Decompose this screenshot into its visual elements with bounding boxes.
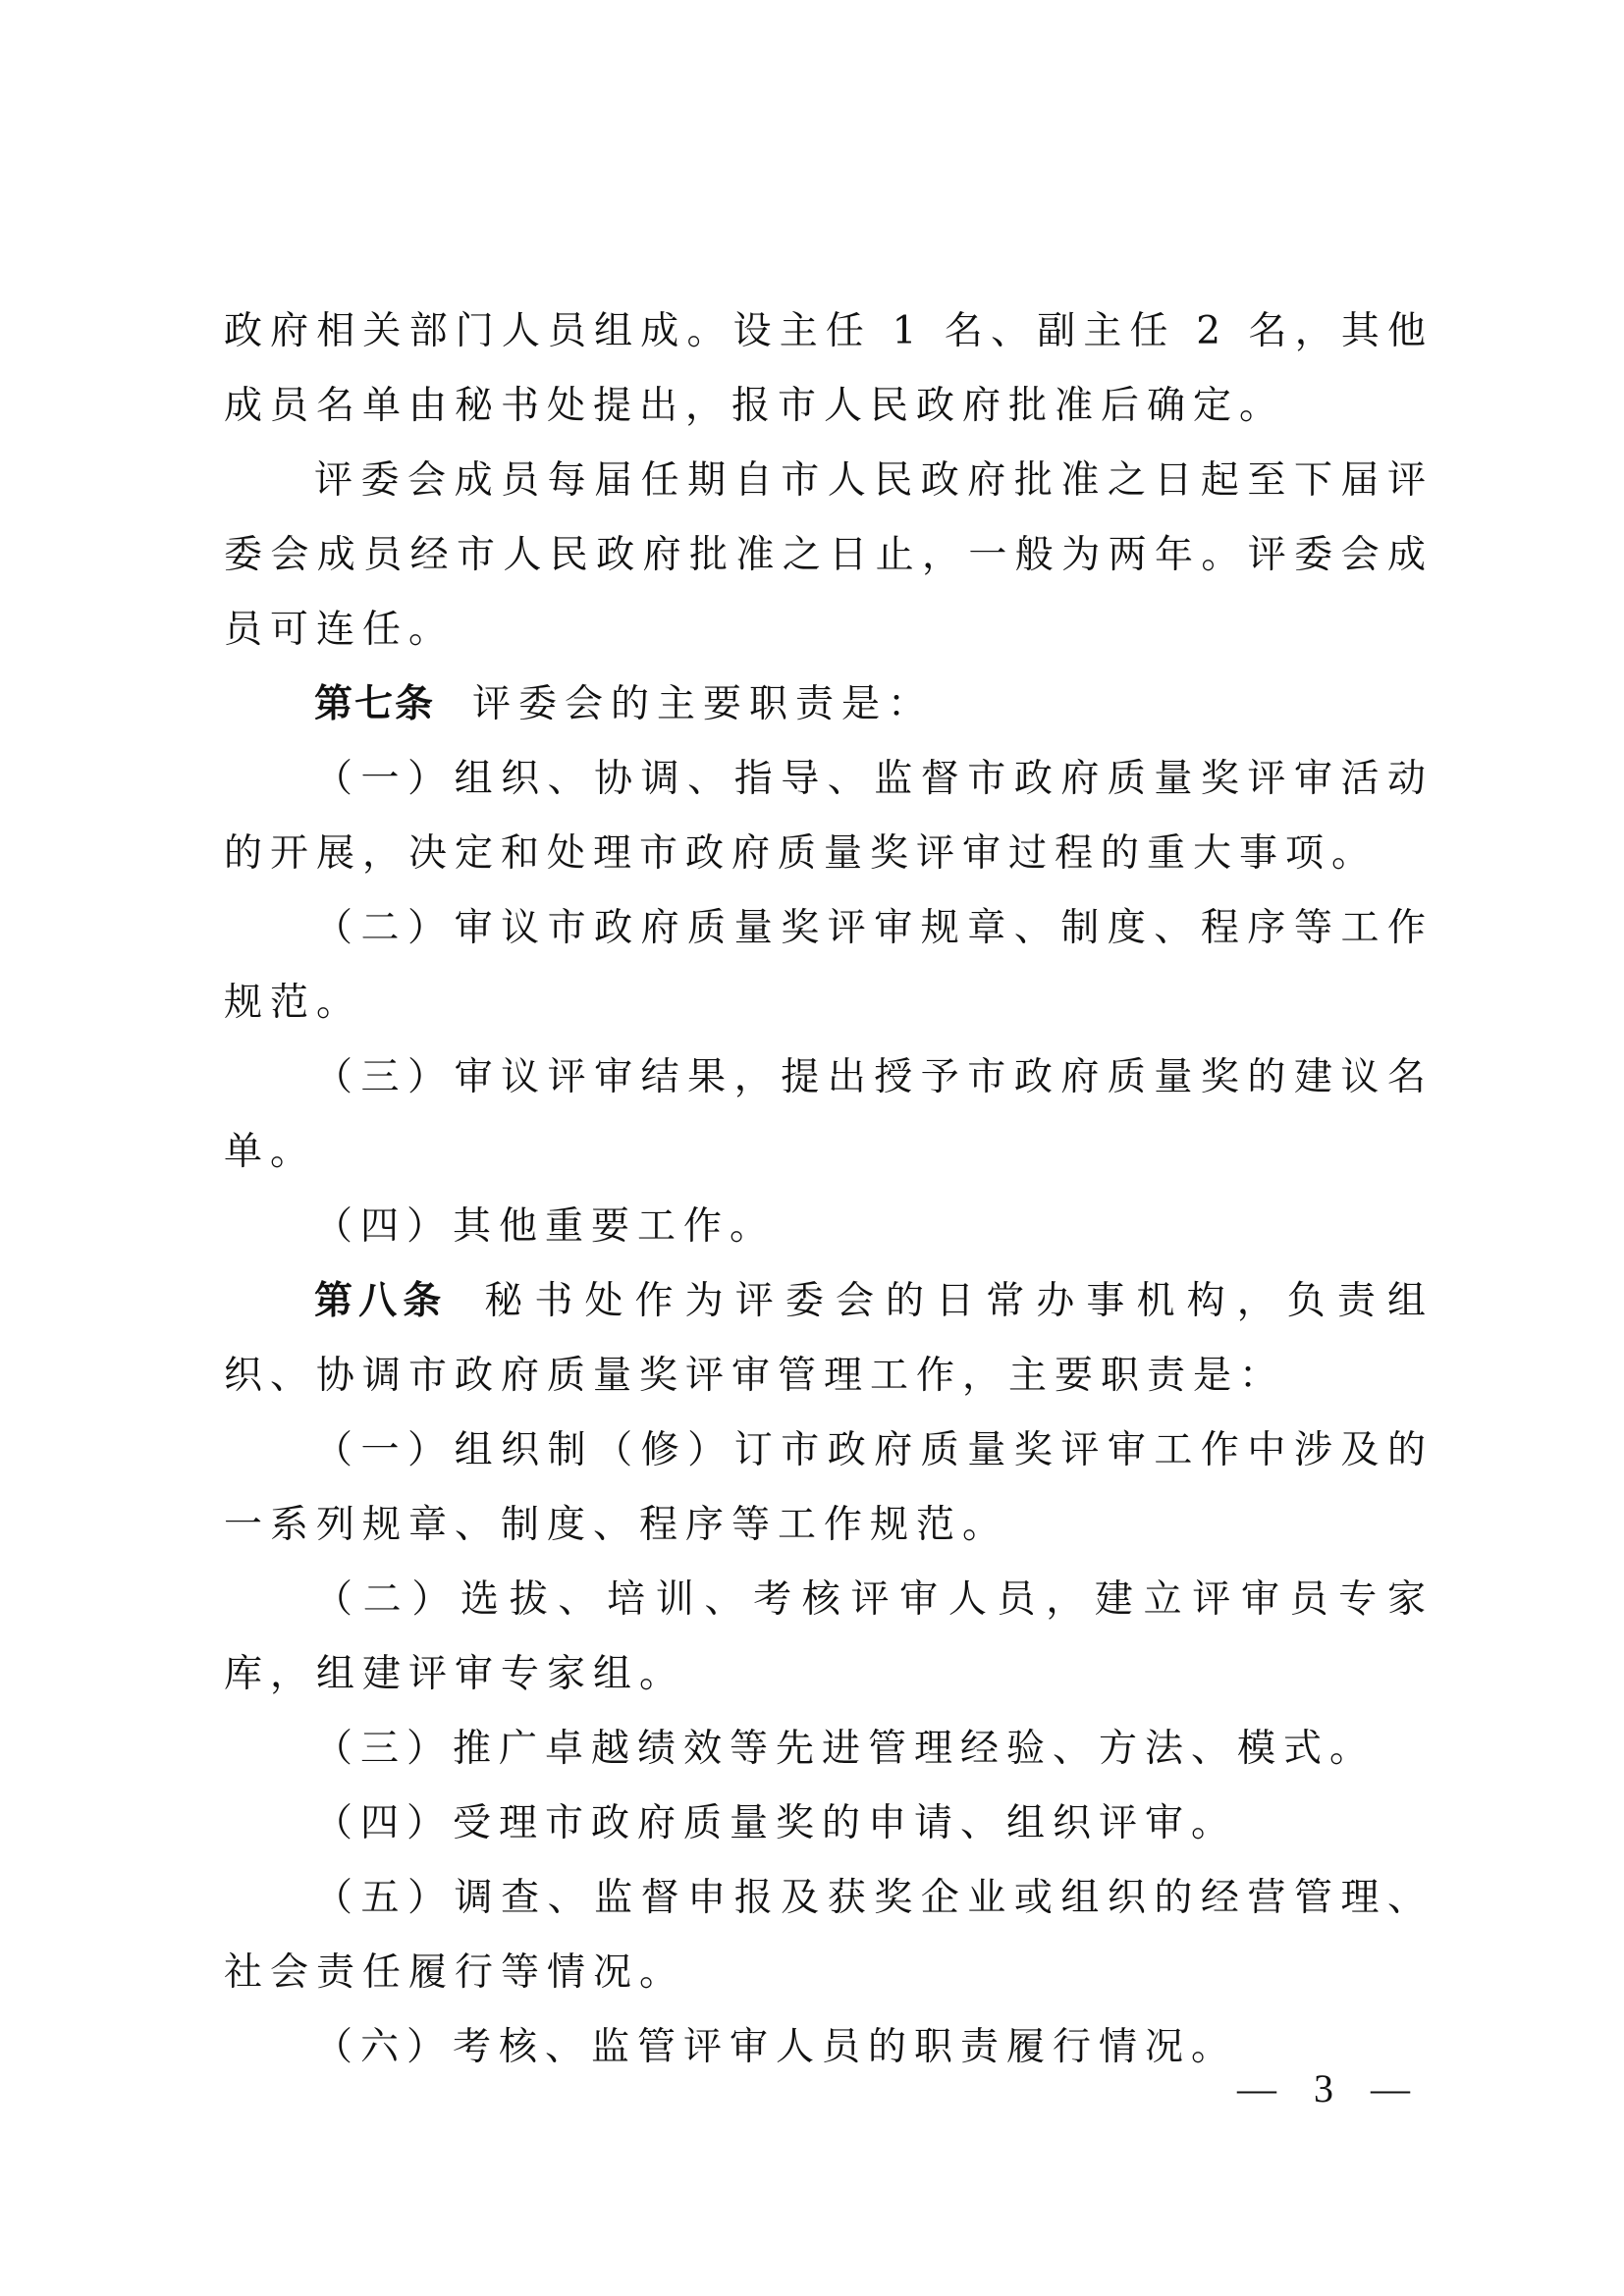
article-8-item-6: （六）考核、监管评审人员的职责履行情况。 xyxy=(314,2025,1238,2069)
article-7-heading xyxy=(224,667,1434,742)
article-8-item-5: （五）调查、监督申报及获奖企业或组织的经营管理、社会责任履行等情况。 xyxy=(224,1876,1434,1995)
article-8-item-4: （四）受理市政府质量奖的申请、组织评审。 xyxy=(314,1801,1238,1845)
article-8-item-1: （一）组织制（修）订市政府质量奖评审工作中涉及的一系列规章、制度、程序等工作规范。 xyxy=(224,1428,1434,1547)
article-7-item-4: （四）其他重要工作。 xyxy=(314,1204,777,1249)
page-number: — 3 — xyxy=(1237,2066,1424,2110)
article-8-item-3: （三）推广卓越绩效等先进管理经验、方法、模式。 xyxy=(314,1727,1377,1771)
article-7-item-1: （一）组织、协调、指导、监督市政府质量奖评审活动的开展，决定和处理市政府质量奖评审过程的重大事项。 xyxy=(224,757,1434,876)
document-body xyxy=(224,294,1434,2085)
article-7-item-2: （二）审议市政府质量奖评审规章、制度、程序等工作规范。 xyxy=(224,906,1434,1025)
paragraph-term-of-office: 评委会成员每届任期自市人民政府批准之日起至下届评委会成员经市人民政府批准之日止，一般为两年。评委会成员可连任。 xyxy=(224,458,1434,652)
article-8-number: 第八条 xyxy=(314,1279,448,1323)
article-7-item-3: （三）审议评审结果，提出授予市政府质量奖的建议名单。 xyxy=(224,1055,1434,1174)
article-7-number: 第七条 xyxy=(314,682,436,726)
article-7-text: 评委会的主要职责是： xyxy=(472,682,935,726)
article-8-text: 秘书处作为评委会的日常办事机构，负责组织、协调市政府质量奖评审管理工作，主要职责是： xyxy=(224,1279,1434,1398)
paragraph-members-composition: 政府相关部门人员组成。设主任 1 名、副主任 2 名，其他成员名单由秘书处提出，报市人民政府批准后确定。 xyxy=(224,309,1434,428)
article-8-item-2: （二）选拔、培训、考核评审人员，建立评审员专家库，组建评审专家组。 xyxy=(224,1577,1434,1696)
article-8-heading xyxy=(224,1264,1434,1414)
